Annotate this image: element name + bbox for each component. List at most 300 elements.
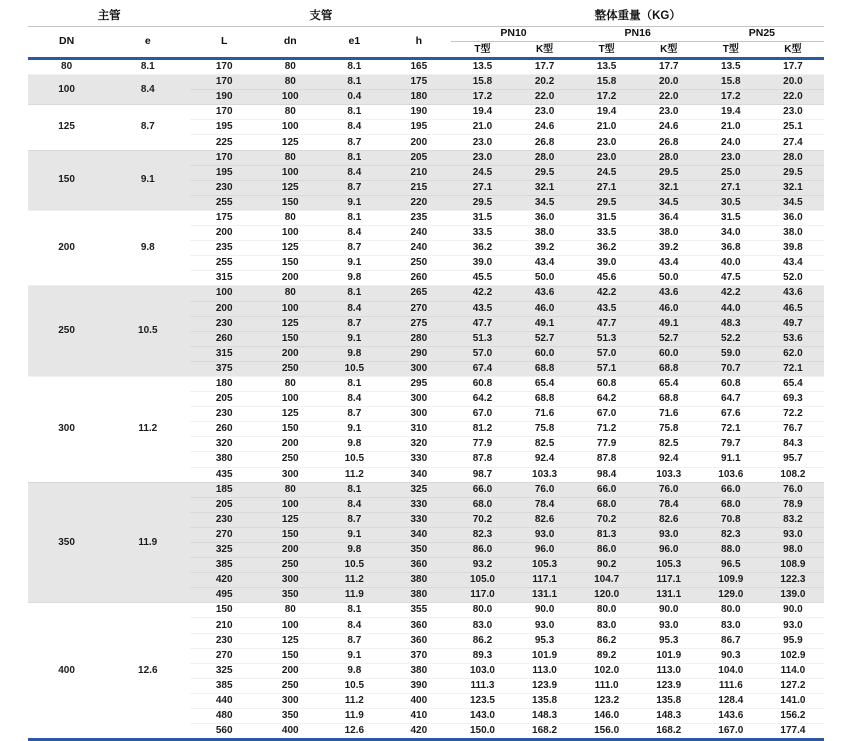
value-cell: 25.0	[700, 165, 762, 180]
value-cell: 25.1	[762, 120, 824, 135]
value-cell: 49.1	[638, 316, 700, 331]
value-cell: 101.9	[514, 648, 576, 663]
value-cell: 102.0	[576, 663, 638, 678]
value-cell: 111.6	[700, 678, 762, 693]
value-cell: 315	[190, 346, 258, 361]
value-cell: 100	[258, 120, 322, 135]
value-cell: 60.0	[638, 346, 700, 361]
value-cell: 350	[258, 709, 322, 724]
value-cell: 240	[386, 226, 451, 241]
value-cell: 24.0	[700, 135, 762, 150]
value-cell: 325	[386, 482, 451, 497]
value-cell: 32.1	[638, 180, 700, 195]
value-cell: 34.0	[700, 226, 762, 241]
value-cell: 100	[258, 618, 322, 633]
value-cell: 230	[190, 180, 258, 195]
table-row	[28, 286, 824, 301]
value-cell: 17.2	[700, 90, 762, 105]
value-cell: 290	[386, 346, 451, 361]
value-cell: 330	[386, 497, 451, 512]
value-cell: 9.8	[323, 663, 387, 678]
value-cell: 200	[258, 663, 322, 678]
value-cell: 230	[190, 512, 258, 527]
value-cell: 8.4	[323, 618, 387, 633]
col-header-e: e	[144, 35, 151, 48]
value-cell: 90.0	[514, 603, 576, 618]
value-cell: 125	[258, 316, 322, 331]
value-cell: 33.5	[576, 226, 638, 241]
value-cell: 86.0	[451, 543, 513, 558]
value-cell: 89.3	[451, 648, 513, 663]
value-cell: 98.4	[576, 467, 638, 482]
value-cell: 57.0	[451, 346, 513, 361]
value-cell: 80	[258, 376, 322, 391]
e-cell: 8.1	[105, 59, 190, 75]
value-cell: 114.0	[762, 663, 824, 678]
value-cell: 210	[190, 618, 258, 633]
value-cell: 23.0	[576, 150, 638, 165]
value-cell: 230	[190, 316, 258, 331]
value-cell: 29.5	[762, 165, 824, 180]
value-cell: 80	[258, 286, 322, 301]
column-header-row	[28, 27, 824, 42]
value-cell: 11.2	[323, 573, 387, 588]
value-cell: 8.1	[323, 105, 387, 120]
value-cell: 71.2	[576, 422, 638, 437]
value-cell: 156.2	[762, 709, 824, 724]
value-cell: 170	[190, 150, 258, 165]
value-cell: 410	[386, 709, 451, 724]
value-cell: 143.0	[451, 709, 513, 724]
value-cell: 22.0	[762, 90, 824, 105]
value-cell: 93.0	[514, 618, 576, 633]
value-cell: 46.0	[514, 301, 576, 316]
value-cell: 68.8	[514, 392, 576, 407]
value-cell: 70.2	[576, 512, 638, 527]
value-cell: 9.8	[323, 271, 387, 286]
value-cell: 26.8	[514, 135, 576, 150]
value-cell: 32.1	[762, 180, 824, 195]
value-cell: 29.5	[514, 165, 576, 180]
value-cell: 8.4	[323, 497, 387, 512]
value-cell: 150	[258, 527, 322, 542]
value-cell: 68.0	[576, 497, 638, 512]
value-cell: 255	[190, 256, 258, 271]
value-cell: 93.2	[451, 558, 513, 573]
value-cell: 8.1	[323, 210, 387, 225]
value-cell: 71.6	[638, 407, 700, 422]
value-cell: 68.0	[700, 497, 762, 512]
value-cell: 44.0	[700, 301, 762, 316]
value-cell: 111.0	[576, 678, 638, 693]
value-cell: 23.0	[451, 150, 513, 165]
value-cell: 36.8	[700, 241, 762, 256]
value-cell: 250	[258, 361, 322, 376]
value-cell: 17.7	[762, 59, 824, 75]
value-cell: 33.5	[451, 226, 513, 241]
value-cell: 78.4	[514, 497, 576, 512]
col-header-dn: DN	[59, 35, 75, 48]
value-cell: 117.1	[514, 573, 576, 588]
value-cell: 31.5	[700, 210, 762, 225]
value-cell: 23.0	[762, 105, 824, 120]
value-cell: 108.9	[762, 558, 824, 573]
value-cell: 38.0	[762, 226, 824, 241]
value-cell: 93.0	[762, 527, 824, 542]
header-pn16-t-type: T型	[598, 44, 615, 55]
value-cell: 43.6	[638, 286, 700, 301]
value-cell: 17.2	[576, 90, 638, 105]
value-cell: 57.1	[576, 361, 638, 376]
value-cell: 77.9	[576, 437, 638, 452]
value-cell: 19.4	[700, 105, 762, 120]
value-cell: 148.3	[514, 709, 576, 724]
value-cell: 129.0	[700, 588, 762, 603]
value-cell: 68.8	[638, 361, 700, 376]
value-cell: 47.7	[451, 316, 513, 331]
value-cell: 95.3	[514, 633, 576, 648]
value-cell: 100	[190, 286, 258, 301]
value-cell: 380	[386, 588, 451, 603]
value-cell: 360	[386, 618, 451, 633]
value-cell: 420	[190, 573, 258, 588]
value-cell: 23.0	[700, 150, 762, 165]
value-cell: 8.1	[323, 150, 387, 165]
value-cell: 122.3	[762, 573, 824, 588]
value-cell: 42.2	[700, 286, 762, 301]
value-cell: 48.3	[700, 316, 762, 331]
value-cell: 104.7	[576, 573, 638, 588]
value-cell: 64.2	[576, 392, 638, 407]
table-row	[28, 603, 824, 618]
value-cell: 8.4	[323, 301, 387, 316]
value-cell: 225	[190, 135, 258, 150]
value-cell: 76.0	[638, 482, 700, 497]
value-cell: 29.5	[451, 195, 513, 210]
value-cell: 150	[190, 603, 258, 618]
value-cell: 32.1	[514, 180, 576, 195]
value-cell: 31.5	[451, 210, 513, 225]
value-cell: 43.4	[638, 256, 700, 271]
value-cell: 34.5	[514, 195, 576, 210]
value-cell: 180	[386, 90, 451, 105]
value-cell: 47.5	[700, 271, 762, 286]
value-cell: 150	[258, 422, 322, 437]
value-cell: 34.5	[762, 195, 824, 210]
value-cell: 103.6	[700, 467, 762, 482]
value-cell: 86.0	[576, 543, 638, 558]
table-row	[28, 75, 824, 90]
value-cell: 195	[190, 165, 258, 180]
value-cell: 82.6	[638, 512, 700, 527]
value-cell: 300	[258, 573, 322, 588]
value-cell: 23.0	[514, 105, 576, 120]
value-cell: 80	[258, 482, 322, 497]
value-cell: 177.4	[780, 725, 806, 737]
value-cell: 11.2	[323, 693, 387, 708]
value-cell: 80.0	[576, 603, 638, 618]
value-cell: 31.5	[576, 210, 638, 225]
value-cell: 8.7	[323, 241, 387, 256]
value-cell: 15.8	[700, 75, 762, 90]
e-cell: 10.5	[105, 286, 190, 377]
value-cell: 81.3	[576, 527, 638, 542]
value-cell: 80.0	[700, 603, 762, 618]
value-cell: 170	[190, 75, 258, 90]
value-cell: 9.1	[323, 256, 387, 271]
value-cell: 39.2	[514, 241, 576, 256]
value-cell: 195	[190, 120, 258, 135]
value-cell: 50.0	[638, 271, 700, 286]
value-cell: 80	[258, 603, 322, 618]
value-cell: 80	[258, 150, 322, 165]
header-pn10-k-type: K型	[535, 44, 554, 55]
value-cell: 92.4	[514, 452, 576, 467]
col-header-h: h	[415, 35, 423, 48]
value-cell: 28.0	[514, 150, 576, 165]
value-cell: 87.8	[451, 452, 513, 467]
value-cell: 60.8	[576, 376, 638, 391]
value-cell: 215	[386, 180, 451, 195]
value-cell: 435	[190, 467, 258, 482]
value-cell: 135.8	[514, 693, 576, 708]
value-cell: 325	[190, 543, 258, 558]
value-cell: 104.0	[700, 663, 762, 678]
table-row	[28, 482, 824, 497]
e-cell: 11.9	[105, 482, 190, 603]
value-cell: 480	[190, 709, 258, 724]
value-cell: 65.4	[762, 376, 824, 391]
value-cell: 62.0	[762, 346, 824, 361]
value-cell: 210	[386, 165, 451, 180]
value-cell: 150	[258, 648, 322, 663]
value-cell: 330	[386, 452, 451, 467]
value-cell: 72.2	[762, 407, 824, 422]
e-cell: 8.4	[105, 75, 190, 105]
value-cell: 42.2	[451, 286, 513, 301]
value-cell: 8.4	[323, 226, 387, 241]
value-cell: 20.0	[762, 75, 824, 90]
value-cell: 47.7	[576, 316, 638, 331]
value-cell: 43.6	[762, 286, 824, 301]
dn-cell: 200	[28, 210, 105, 285]
value-cell: 300	[258, 693, 322, 708]
value-cell: 111.3	[451, 678, 513, 693]
value-cell: 78.4	[638, 497, 700, 512]
value-cell: 82.6	[514, 512, 576, 527]
value-cell: 280	[386, 331, 451, 346]
value-cell: 27.4	[762, 135, 824, 150]
value-cell: 103.3	[638, 467, 700, 482]
value-cell: 98.7	[451, 467, 513, 482]
value-cell: 76.0	[762, 482, 824, 497]
value-cell: 90.3	[700, 648, 762, 663]
value-cell: 270	[190, 527, 258, 542]
value-cell: 8.7	[323, 512, 387, 527]
value-cell: 87.8	[576, 452, 638, 467]
value-cell: 205	[190, 497, 258, 512]
value-cell: 105.3	[514, 558, 576, 573]
value-cell: 10.5	[323, 678, 387, 693]
value-cell: 38.0	[514, 226, 576, 241]
value-cell: 135.8	[638, 693, 700, 708]
value-cell: 235	[190, 241, 258, 256]
value-cell: 79.7	[700, 437, 762, 452]
value-cell: 70.7	[700, 361, 762, 376]
col-header-dn-branch: dn	[283, 35, 297, 48]
value-cell: 42.2	[576, 286, 638, 301]
value-cell: 310	[386, 422, 451, 437]
value-cell: 340	[386, 527, 451, 542]
value-cell: 96.5	[700, 558, 762, 573]
value-cell: 17.7	[638, 59, 700, 75]
value-cell: 400	[386, 693, 451, 708]
value-cell: 120.0	[576, 588, 638, 603]
value-cell: 67.4	[451, 361, 513, 376]
value-cell: 355	[386, 603, 451, 618]
header-total-weight-kg: 整体重量（KG）	[451, 6, 824, 27]
value-cell: 86.2	[451, 633, 513, 648]
header-pn25-k-type: K型	[784, 44, 802, 55]
value-cell: 105.0	[451, 573, 513, 588]
value-cell: 420	[410, 725, 428, 737]
value-cell: 53.6	[762, 331, 824, 346]
value-cell: 235	[386, 210, 451, 225]
value-cell: 24.6	[638, 120, 700, 135]
value-cell: 170	[190, 105, 258, 120]
value-cell: 125	[258, 512, 322, 527]
value-cell: 89.2	[576, 648, 638, 663]
value-cell: 64.7	[700, 392, 762, 407]
value-cell: 109.9	[700, 573, 762, 588]
value-cell: 21.0	[700, 120, 762, 135]
value-cell: 95.9	[762, 633, 824, 648]
value-cell: 13.5	[576, 59, 638, 75]
value-cell: 167.0	[718, 725, 744, 737]
value-cell: 150	[258, 331, 322, 346]
value-cell: 117.1	[638, 573, 700, 588]
e-cell: 9.1	[105, 150, 190, 210]
value-cell: 385	[190, 558, 258, 573]
value-cell: 29.5	[576, 195, 638, 210]
value-cell: 103.3	[514, 467, 576, 482]
value-cell: 22.0	[638, 90, 700, 105]
value-cell: 66.0	[700, 482, 762, 497]
value-cell: 68.0	[451, 497, 513, 512]
value-cell: 39.0	[576, 256, 638, 271]
value-cell: 8.4	[323, 392, 387, 407]
value-cell: 560	[215, 725, 233, 737]
header-pn25: PN25	[700, 27, 824, 42]
value-cell: 60.8	[700, 376, 762, 391]
value-cell: 9.1	[323, 527, 387, 542]
value-cell: 270	[386, 301, 451, 316]
value-cell: 71.6	[514, 407, 576, 422]
value-cell: 65.4	[638, 376, 700, 391]
value-cell: 270	[190, 648, 258, 663]
value-cell: 260	[190, 422, 258, 437]
table-row	[28, 59, 824, 75]
value-cell: 300	[386, 361, 451, 376]
value-cell: 200	[258, 437, 322, 452]
value-cell: 150	[258, 195, 322, 210]
value-cell: 17.7	[514, 59, 576, 75]
value-cell: 260	[190, 331, 258, 346]
value-cell: 200	[190, 301, 258, 316]
value-cell: 66.0	[576, 482, 638, 497]
value-cell: 131.1	[514, 588, 576, 603]
value-cell: 49.7	[762, 316, 824, 331]
value-cell: 128.4	[700, 693, 762, 708]
e-cell: 8.7	[105, 105, 190, 150]
value-cell: 200	[386, 135, 451, 150]
value-cell: 205	[386, 150, 451, 165]
value-cell: 28.0	[762, 150, 824, 165]
value-cell: 123.5	[451, 693, 513, 708]
value-cell: 30.5	[700, 195, 762, 210]
group-header-row	[28, 6, 824, 27]
value-cell: 19.4	[576, 105, 638, 120]
value-cell: 300	[386, 392, 451, 407]
value-cell: 9.8	[323, 346, 387, 361]
value-cell: 100	[258, 165, 322, 180]
value-cell: 72.1	[700, 422, 762, 437]
value-cell: 100	[258, 90, 322, 105]
value-cell: 82.5	[514, 437, 576, 452]
value-cell: 168.2	[656, 725, 682, 737]
col-header-e1: e1	[348, 35, 361, 48]
value-cell: 52.7	[638, 331, 700, 346]
value-cell: 45.6	[576, 271, 638, 286]
value-cell: 127.2	[762, 678, 824, 693]
value-cell: 39.0	[451, 256, 513, 271]
value-cell: 195	[386, 120, 451, 135]
value-cell: 92.4	[638, 452, 700, 467]
value-cell: 260	[386, 271, 451, 286]
value-cell: 8.4	[323, 120, 387, 135]
value-cell: 11.9	[323, 588, 387, 603]
value-cell: 125	[258, 633, 322, 648]
value-cell: 11.2	[323, 467, 387, 482]
value-cell: 8.7	[323, 180, 387, 195]
value-cell: 175	[386, 75, 451, 90]
value-cell: 77.9	[451, 437, 513, 452]
value-cell: 13.5	[451, 59, 513, 75]
header-pn10: PN10	[451, 27, 575, 42]
value-cell: 385	[190, 678, 258, 693]
dn-cell: 400	[28, 603, 105, 740]
value-cell: 24.6	[514, 120, 576, 135]
value-cell: 13.5	[700, 59, 762, 75]
value-cell: 68.8	[514, 361, 576, 376]
value-cell: 131.1	[638, 588, 700, 603]
value-cell: 200	[190, 226, 258, 241]
value-cell: 82.3	[451, 527, 513, 542]
value-cell: 105.3	[638, 558, 700, 573]
value-cell: 43.4	[514, 256, 576, 271]
value-cell: 60.8	[451, 376, 513, 391]
value-cell: 113.0	[638, 663, 700, 678]
value-cell: 24.5	[576, 165, 638, 180]
value-cell: 148.3	[638, 709, 700, 724]
dn-cell: 300	[28, 376, 105, 482]
value-cell: 72.1	[762, 361, 824, 376]
value-cell: 240	[386, 241, 451, 256]
value-cell: 380	[386, 573, 451, 588]
value-cell: 46.5	[762, 301, 824, 316]
value-cell: 220	[386, 195, 451, 210]
value-cell: 50.0	[514, 271, 576, 286]
